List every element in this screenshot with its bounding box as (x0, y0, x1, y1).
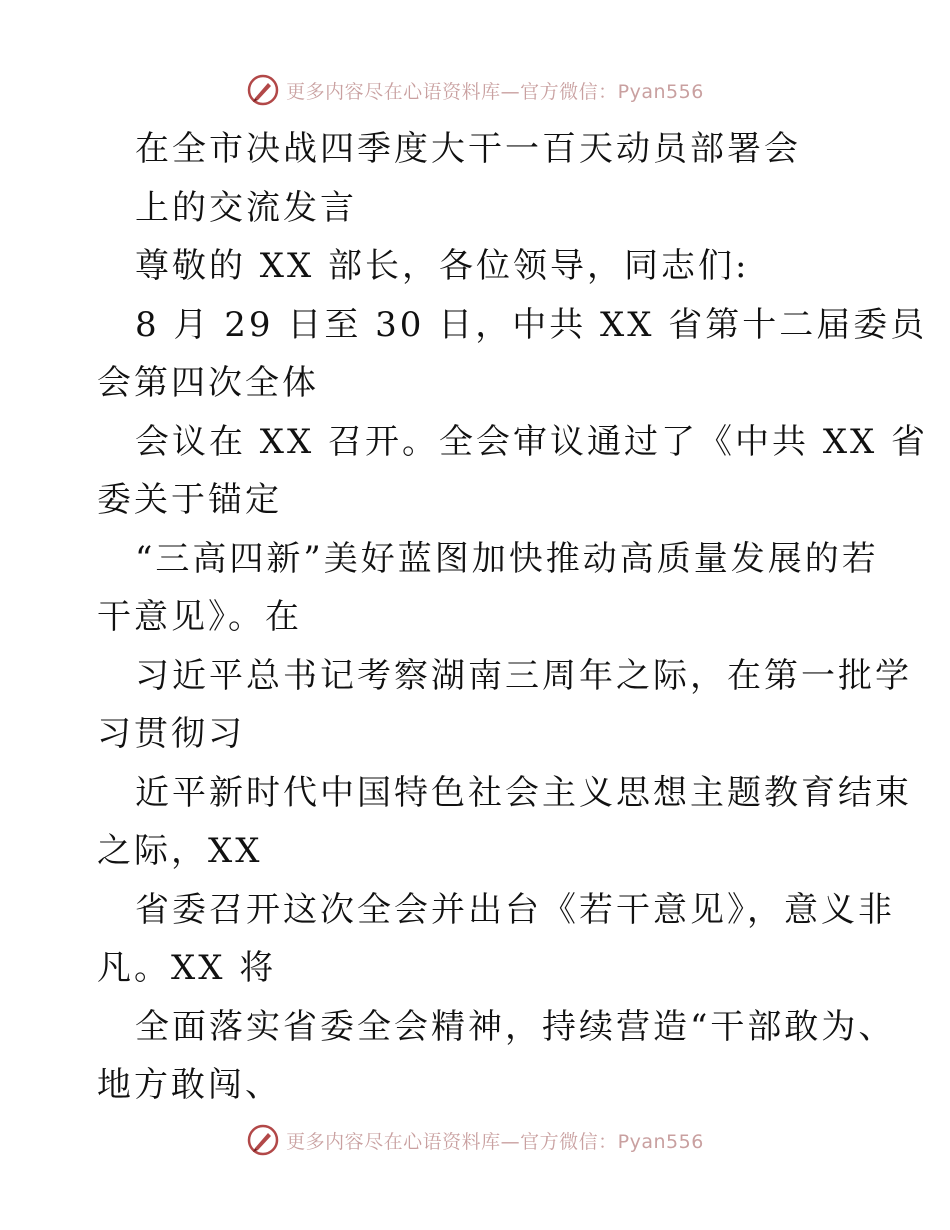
text-line: 上的交流发言 (135, 187, 357, 228)
text-line: 尊敬的 XX 部长，各位领导，同志们: (135, 246, 750, 286)
text-line: 之际，XX (97, 831, 263, 871)
pen-logo-icon (246, 1123, 280, 1157)
header-watermark (0, 72, 950, 108)
text-line: 干意见》。在 (97, 597, 302, 637)
pen-logo-icon (246, 73, 280, 107)
text-line: 习贯彻习 (97, 714, 245, 754)
text-line: 凡。XX 将 (97, 948, 277, 988)
text-line: 会第四次全体 (97, 363, 319, 403)
text-line: 省委召开这次全会并出台《若干意见》，意义非 (135, 889, 895, 930)
watermark-text: 更多内容尽在心语资料库—官方微信：Pyan556 (286, 1130, 704, 1153)
text-line: 委关于锚定 (97, 480, 282, 520)
text-line: 会议在 XX 召开。全会审议通过了《中共 XX 省 (135, 421, 929, 462)
text-line: 习近平总书记考察湖南三周年之际，在第一批学 (135, 655, 912, 696)
text-line: “三高四新”美好蓝图加快推动高质量发展的若 (135, 538, 879, 579)
text-line: 全面落实省委全会精神，持续营造“干部敢为、 (135, 1006, 896, 1047)
watermark-text: 更多内容尽在心语资料库—官方微信：Pyan556 (286, 80, 704, 103)
text-line: 近平新时代中国特色社会主义思想主题教育结束 (135, 772, 912, 813)
text-line: 8 月 29 日至 30 日，中共 XX 省第十二届委员 (135, 304, 928, 345)
footer-watermark (0, 1122, 950, 1158)
text-line: 地方敢闯、 (97, 1065, 282, 1105)
text-line: 在全市决战四季度大干一百天动员部署会 (135, 129, 801, 169)
document-body (97, 120, 929, 1115)
